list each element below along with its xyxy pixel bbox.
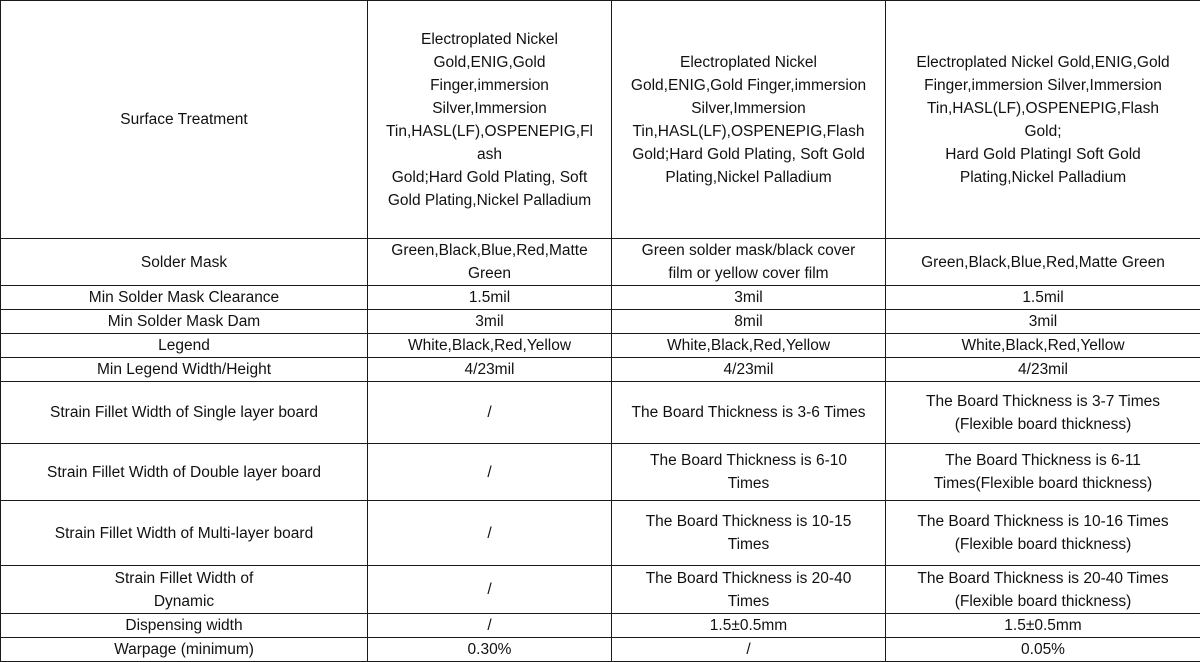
table-cell: /	[368, 566, 612, 614]
table-cell: 1.5mil	[886, 286, 1200, 310]
table-cell: 1.5±0.5mm	[612, 614, 886, 638]
table-cell: 4/23mil	[886, 358, 1200, 382]
table-cell: The Board Thickness is 3-7 Times (Flexible board thickness)	[886, 382, 1200, 444]
row-label: Min Solder Mask Dam	[1, 310, 368, 334]
table-row-min-solder-mask-dam	[1, 310, 1200, 334]
table-cell: /	[368, 444, 612, 501]
row-label: Warpage (minimum)	[1, 638, 368, 662]
table-cell: Electroplated Nickel Gold,ENIG,Gold Finger,immersion Silver,Immersion Tin,HASL(LF),OSPENEPIG,Flash Gold;Hard Gold Plating, Soft Gold Plating,Nickel Palladium	[612, 1, 886, 239]
table-cell: The Board Thickness is 20-40 Times	[612, 566, 886, 614]
table-cell: /	[368, 614, 612, 638]
row-label: Strain Fillet Width of Multi-layer board	[1, 501, 368, 566]
row-label: Min Legend Width/Height	[1, 358, 368, 382]
table-cell: /	[368, 382, 612, 444]
table-cell: Electroplated Nickel Gold,ENIG,Gold Finger,immersion Silver,Immersion Tin,HASL(LF),OSPENEPIG,Flash Gold; Hard Gold PlatingI Soft Gold Plating,Nickel Palladium	[886, 1, 1200, 239]
table-cell: 4/23mil	[368, 358, 612, 382]
table-row-solder-mask	[1, 239, 1200, 286]
table-cell: The Board Thickness is 3-6 Times	[612, 382, 886, 444]
table-cell: The Board Thickness is 10-15 Times	[612, 501, 886, 566]
table-cell: 8mil	[612, 310, 886, 334]
row-label: Min Solder Mask Clearance	[1, 286, 368, 310]
table-cell: 4/23mil	[612, 358, 886, 382]
table-row-warpage	[1, 638, 1200, 662]
table-row-strain-fillet-dynamic	[1, 566, 1200, 614]
row-label: Strain Fillet Width of Single layer board	[1, 382, 368, 444]
table-row-dispensing-width	[1, 614, 1200, 638]
table-cell: /	[368, 501, 612, 566]
table-row-min-solder-mask-clearance	[1, 286, 1200, 310]
table-row-surface-treatment	[1, 1, 1200, 239]
row-label: Surface Treatment	[1, 1, 368, 239]
table-row-strain-fillet-double	[1, 444, 1200, 501]
table-cell: White,Black,Red,Yellow	[368, 334, 612, 358]
table-row-min-legend-width-height	[1, 358, 1200, 382]
table-cell: 1.5±0.5mm	[886, 614, 1200, 638]
row-label: Strain Fillet Width of Dynamic	[1, 566, 368, 614]
table-cell: 0.30%	[368, 638, 612, 662]
row-label: Solder Mask	[1, 239, 368, 286]
table-cell: Green,Black,Blue,Red,Matte Green	[368, 239, 612, 286]
table-row-strain-fillet-multi	[1, 501, 1200, 566]
table-cell: 0.05%	[886, 638, 1200, 662]
table-cell: /	[612, 638, 886, 662]
table-cell: White,Black,Red,Yellow	[612, 334, 886, 358]
table-cell: 3mil	[368, 310, 612, 334]
table-cell: The Board Thickness is 6-10 Times	[612, 444, 886, 501]
row-label: Dispensing width	[1, 614, 368, 638]
table-cell: Green solder mask/black cover film or yellow cover film	[612, 239, 886, 286]
table-cell: 1.5mil	[368, 286, 612, 310]
table-cell: The Board Thickness is 20-40 Times (Flexible board thickness)	[886, 566, 1200, 614]
table-cell: 3mil	[612, 286, 886, 310]
row-label: Strain Fillet Width of Double layer board	[1, 444, 368, 501]
table-cell: The Board Thickness is 6-11 Times(Flexible board thickness)	[886, 444, 1200, 501]
table-row-strain-fillet-single	[1, 382, 1200, 444]
table-cell: White,Black,Red,Yellow	[886, 334, 1200, 358]
table-cell: 3mil	[886, 310, 1200, 334]
table-cell: The Board Thickness is 10-16 Times (Flexible board thickness)	[886, 501, 1200, 566]
table-row-legend	[1, 334, 1200, 358]
table-cell: Electroplated Nickel Gold,ENIG,Gold Finger,immersion Silver,Immersion Tin,HASL(LF),OSPENEPIG,Fl ash Gold;Hard Gold Plating, Soft Gold Plating,Nickel Palladium	[368, 1, 612, 239]
row-label: Legend	[1, 334, 368, 358]
table-cell: Green,Black,Blue,Red,Matte Green	[886, 239, 1200, 286]
